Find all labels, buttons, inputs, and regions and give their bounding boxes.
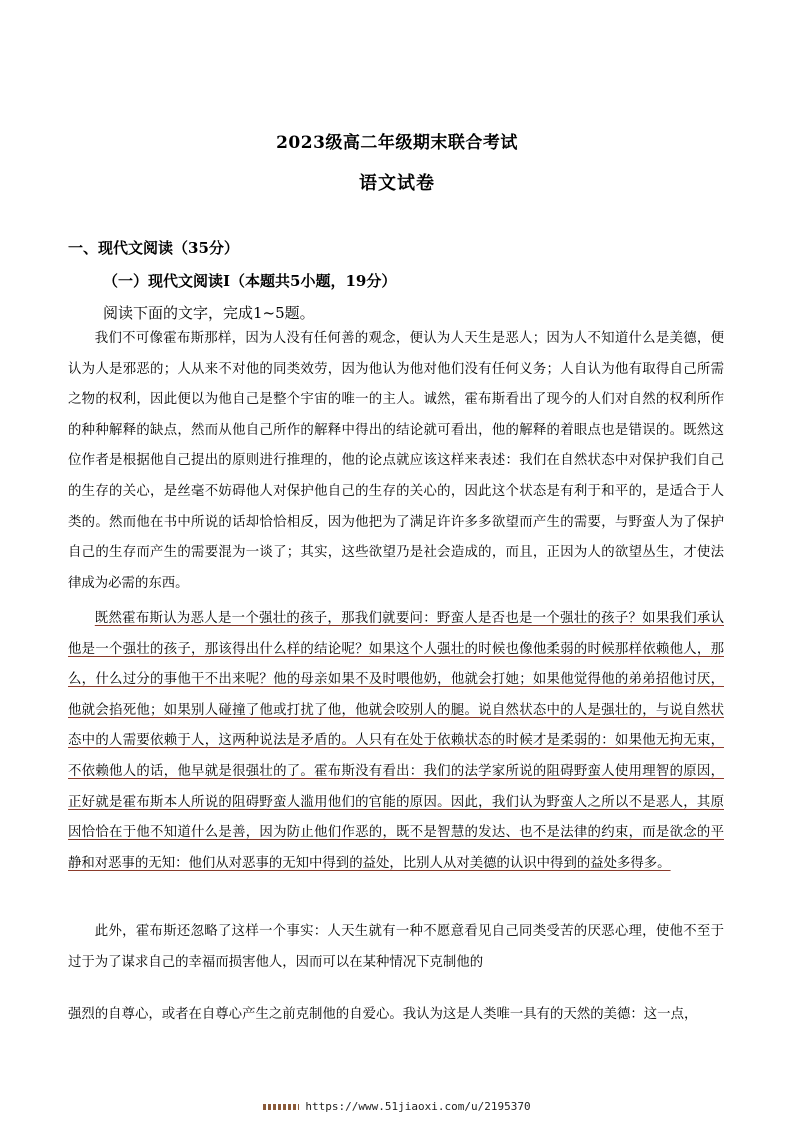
page-subtitle: 语文试卷 xyxy=(359,173,435,194)
passage-paragraph-2-underlined: 既然霍布斯认为恶人是一个强壮的孩子，那我们就要问：野蛮人是否也是一个强壮的孩子？如果我们承认他是一个强壮的孩子，那该得出什么样的结论呢？如果这个人强壮的时候也像他柔弱的时候那样依赖他人，那么，什么过分的事他干不出来呢？他的母亲如果不及时喂他奶，他就会打她；如果他觉得他的弟弟招他讨厌，他就会掐死他；如果别人碰撞了他或打扰了他，他就会咬别人的腿。说自然状态中的人是强壮的，与说自然状态中的人需要依赖于人，这两种说法是矛盾的。人只有在处于依赖状态的时候才是柔弱的：如果他无拘无束，不依赖他人的话，他早就是很强壮的了。霍布斯没有看出：我们的法学家所说的阻碍野蛮人使用理智的原因，正好就是霍布斯本人所说的阻碍野蛮人滥用他们的官能的原因。因此，我们认为野蛮人之所以不是恶人，其原因恰恰在于他不知道什么是善，因为防止他们作恶的，既不是智慧的发达、也不是法律的约束，而是欲念的平静和对恶事的无知：他们从对恶事的无知中得到的益处，比别人从对美德的认识中得到的益处多得多。 xyxy=(68,611,724,871)
passage-paragraph-4: 强烈的自尊心，或者在自尊心产生之前克制他的自爱心。我认为这是人类唯一具有的天然的美德：这一点， xyxy=(68,1007,698,1022)
footer-watermark xyxy=(0,1100,794,1113)
passage-paragraph-3: 此外，霍布斯还忽略了这样一个事实：人天生就有一种不愿意看见自己同类受苦的厌恶心理，使他不至于过于为了谋求自己的幸福而损害他人，因而可以在某种情况下克制他的 xyxy=(68,924,724,970)
watermark-logo-icon xyxy=(263,1104,299,1110)
reading-instruction: 阅读下面的文字，完成1~5题。 xyxy=(103,304,315,322)
footer-url[interactable]: https://www.51jiaoxi.com/u/2195370 xyxy=(305,1100,531,1113)
subsection-heading: （一）现代文阅读Ⅰ（本题共5小题，19分） xyxy=(103,272,397,290)
section-heading: 一、现代文阅读（35分） xyxy=(68,239,239,257)
page-title: 2023级高二年级期末联合考试 xyxy=(276,133,518,153)
passage-paragraph-1: 我们不可像霍布斯那样，因为人没有任何善的观念，便认为人天生是恶人；因为人不知道什么是美德，便认为人是邪恶的；人从来不对他的同类效劳，因为他认为他对他们没有任何义务；人自认为他有取得自己所需之物的权利，因此便以为他自己是整个宇宙的唯一的主人。诚然，霍布斯看出了现今的人们对自然的权利所作的种种解释的缺点，然而从他自己所作的解释中得出的结论就可看出，他的解释的着眼点也是错误的。既然这位作者是根据他自己提出的原则进行推理的，他的论点就应该这样来表述：我们在自然状态中对保护我们自己的生存的关心，是丝毫不妨碍他人对保护他自己的生存的关心的，因此这个状态是有利于和平的，是适合于人类的。然而他在书中所说的话却恰恰相反，因为他把为了满足许许多多欲望而产生的需要，与野蛮人为了保护自己的生存而产生的需要混为一谈了；其实，这些欲望乃是社会造成的，而且，正因为人的欲望丛生，才使法律成为必需的东西。 xyxy=(68,331,724,591)
